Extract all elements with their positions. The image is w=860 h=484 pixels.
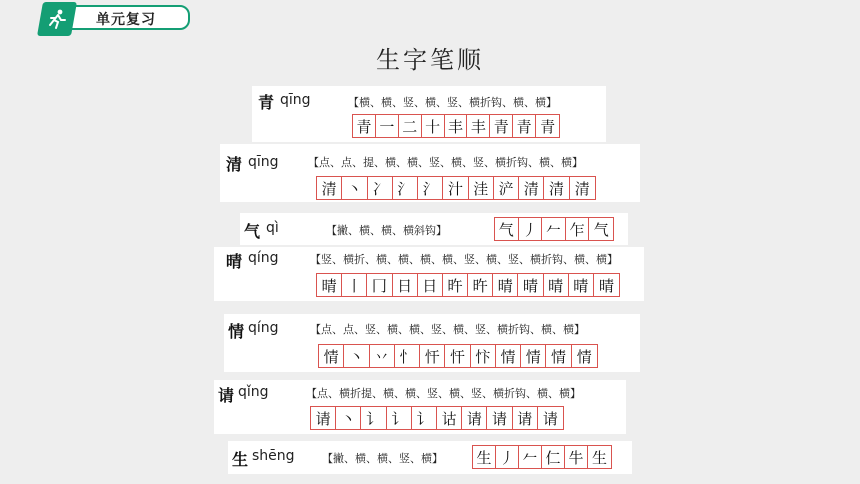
char-card-qi bbox=[240, 213, 628, 245]
stroke-step: 日 bbox=[418, 274, 443, 296]
stroke-step: 丿 bbox=[496, 446, 519, 468]
stroke-step: 清 bbox=[519, 177, 544, 199]
stroke-step: 忓 bbox=[445, 345, 470, 367]
char-card-qing4 bbox=[224, 314, 640, 372]
stroke-names: 【点、点、竖、横、横、竖、横、竖、横折钩、横、横】 bbox=[310, 323, 585, 336]
stroke-step: 丿 bbox=[519, 218, 543, 240]
stroke-step: 清 bbox=[317, 177, 342, 199]
char-glyph: 清 bbox=[226, 155, 243, 174]
stroke-step: 仁 bbox=[542, 446, 565, 468]
section-badge bbox=[37, 2, 77, 36]
stroke-step: 青 bbox=[490, 115, 513, 137]
char-pinyin: qīng bbox=[248, 154, 279, 170]
stroke-step: 讠 bbox=[361, 407, 386, 429]
stroke-step: 丨 bbox=[342, 274, 367, 296]
stroke-step: 日 bbox=[393, 274, 418, 296]
stroke-step: 晴 bbox=[569, 274, 594, 296]
stroke-step: 情 bbox=[496, 345, 521, 367]
stroke-step: 气 bbox=[495, 218, 519, 240]
stroke-step: 清 bbox=[544, 177, 569, 199]
stroke-step: 十 bbox=[422, 115, 445, 137]
stroke-step: 青 bbox=[353, 115, 376, 137]
char-pinyin: shēng bbox=[252, 448, 295, 464]
stroke-names: 【撇、横、横、竖、横】 bbox=[322, 452, 443, 465]
char-pinyin: qǐng bbox=[238, 384, 269, 400]
stroke-step: 冫 bbox=[368, 177, 393, 199]
stroke-names: 【撇、横、横、横斜钩】 bbox=[326, 224, 447, 237]
char-card-qing1 bbox=[252, 86, 606, 142]
page-title: 生字笔顺 bbox=[376, 46, 484, 74]
stroke-step: 牛 bbox=[565, 446, 588, 468]
stroke-step: 诂 bbox=[437, 407, 462, 429]
stroke-step: 𠂉 bbox=[542, 218, 566, 240]
stroke-order-grid bbox=[318, 344, 598, 368]
char-pinyin: qīng bbox=[280, 92, 311, 108]
stroke-step: 忓 bbox=[420, 345, 445, 367]
stroke-step: 丶 bbox=[342, 177, 367, 199]
char-card-sheng bbox=[228, 441, 632, 474]
stroke-step: 丷 bbox=[370, 345, 395, 367]
char-card-qing2 bbox=[220, 144, 640, 202]
stroke-names: 【点、点、提、横、横、竖、横、竖、横折钩、横、横】 bbox=[308, 156, 583, 169]
stroke-step: 请 bbox=[542, 409, 558, 428]
stroke-step: 气 bbox=[593, 220, 609, 239]
stroke-step: 情 bbox=[319, 345, 344, 367]
stroke-step: 丶 bbox=[344, 345, 369, 367]
stroke-step: 旿 bbox=[468, 274, 493, 296]
stroke-step: 晴 bbox=[317, 274, 342, 296]
stroke-step: 情 bbox=[546, 345, 571, 367]
char-glyph: 青 bbox=[258, 93, 275, 112]
stroke-order-grid bbox=[352, 114, 560, 138]
stroke-step: 请 bbox=[311, 407, 336, 429]
stroke-step: 晴 bbox=[518, 274, 543, 296]
stroke-step: 一 bbox=[376, 115, 399, 137]
stroke-step: 汁 bbox=[443, 177, 468, 199]
stroke-step: 青 bbox=[540, 117, 556, 136]
stroke-step: 丰 bbox=[467, 115, 490, 137]
section-tag bbox=[36, 2, 194, 36]
stroke-step: 情 bbox=[576, 347, 592, 366]
stroke-order-grid bbox=[316, 273, 620, 297]
char-glyph: 晴 bbox=[226, 252, 243, 271]
stroke-step: 请 bbox=[513, 407, 538, 429]
stroke-step: 𠂉 bbox=[519, 446, 542, 468]
stroke-order-grid bbox=[472, 445, 612, 469]
char-card-qing3 bbox=[214, 247, 644, 301]
stroke-step: 氵 bbox=[418, 177, 443, 199]
stroke-step: 洼 bbox=[469, 177, 494, 199]
stroke-order-grid bbox=[310, 406, 564, 430]
stroke-step: 青 bbox=[513, 115, 536, 137]
stroke-step: 情 bbox=[521, 345, 546, 367]
section-tag-bar bbox=[66, 5, 190, 30]
stroke-step: 忭 bbox=[471, 345, 496, 367]
char-glyph: 生 bbox=[232, 450, 249, 469]
stroke-step: 生 bbox=[473, 446, 496, 468]
char-pinyin: qíng bbox=[248, 250, 279, 266]
stroke-step: 晴 bbox=[544, 274, 569, 296]
char-glyph: 情 bbox=[228, 322, 245, 341]
stroke-names: 【点、横折提、横、横、竖、横、竖、横折钩、横、横】 bbox=[306, 387, 581, 400]
stroke-step: 氵 bbox=[393, 177, 418, 199]
stroke-step: 清 bbox=[574, 179, 590, 198]
stroke-step: 讠 bbox=[412, 407, 437, 429]
stroke-step: 丰 bbox=[445, 115, 468, 137]
stroke-order-grid bbox=[494, 217, 614, 241]
stroke-step: 忄 bbox=[395, 345, 420, 367]
stroke-step: 浐 bbox=[494, 177, 519, 199]
stroke-step: 生 bbox=[591, 448, 607, 467]
stroke-step: 冂 bbox=[367, 274, 392, 296]
stroke-names: 【横、横、竖、横、竖、横折钩、横、横】 bbox=[348, 96, 557, 109]
stroke-step: 二 bbox=[399, 115, 422, 137]
char-card-qing5 bbox=[214, 380, 626, 434]
section-tag-label: 单元复习 bbox=[96, 12, 156, 28]
stroke-step: 丶 bbox=[336, 407, 361, 429]
stroke-step: 讠 bbox=[387, 407, 412, 429]
stroke-step: 乍 bbox=[566, 218, 590, 240]
char-glyph: 气 bbox=[244, 222, 261, 241]
running-person-icon bbox=[46, 8, 68, 30]
char-pinyin: qíng bbox=[248, 320, 279, 336]
stroke-names: 【竖、横折、横、横、横、横、竖、横、竖、横折钩、横、横】 bbox=[310, 253, 618, 266]
stroke-step: 晴 bbox=[493, 274, 518, 296]
stroke-step: 请 bbox=[462, 407, 487, 429]
stroke-step: 请 bbox=[487, 407, 512, 429]
stroke-step: 旿 bbox=[443, 274, 468, 296]
char-pinyin: qì bbox=[266, 220, 279, 236]
stroke-order-grid bbox=[316, 176, 596, 200]
char-glyph: 请 bbox=[218, 386, 235, 405]
stroke-step: 晴 bbox=[598, 276, 614, 295]
